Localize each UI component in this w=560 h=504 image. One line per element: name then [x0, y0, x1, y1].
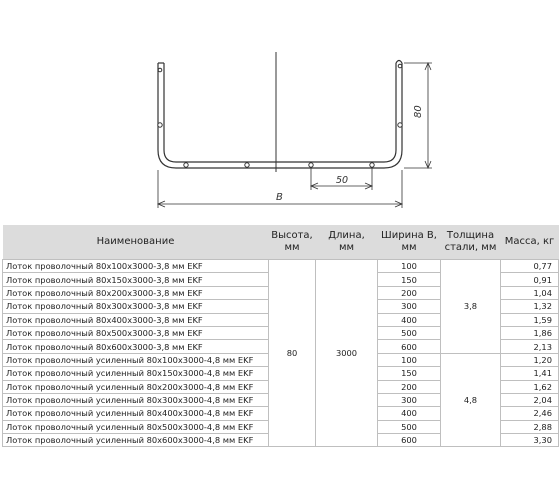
row-mass: 2,88	[501, 420, 559, 433]
row-name: Лоток проволочный усиленный 80x400x3000-4,8 мм EKF	[3, 407, 269, 420]
row-name: Лоток проволочный 80x150x3000-3,8 мм EKF	[3, 273, 269, 286]
row-mass: 1,41	[501, 367, 559, 380]
row-name: Лоток проволочный усиленный 80x500x3000-4,8 мм EKF	[3, 420, 269, 433]
row-mass: 0,91	[501, 273, 559, 286]
row-mass: 1,32	[501, 300, 559, 313]
row-name: Лоток проволочный 80x300x3000-3,8 мм EKF	[3, 300, 269, 313]
length-value: 3000	[316, 260, 378, 447]
table-row	[3, 260, 559, 273]
pitch-label: 50	[336, 175, 349, 186]
row-name: Лоток проволочный 80x400x3000-3,8 мм EKF	[3, 313, 269, 326]
header-name: Наименование	[3, 225, 269, 260]
row-width: 600	[378, 434, 441, 447]
header-height-line2: мм	[284, 242, 300, 253]
header-width-line1: Ширина B,	[381, 230, 437, 241]
row-width: 600	[378, 340, 441, 353]
row-width: 400	[378, 407, 441, 420]
row-width: 500	[378, 326, 441, 339]
row-name: Лоток проволочный 80x600x3000-3,8 мм EKF	[3, 340, 269, 353]
row-mass: 1,20	[501, 353, 559, 366]
header-height	[269, 225, 316, 260]
row-width: 300	[378, 393, 441, 406]
specification-table	[2, 225, 559, 447]
width-label: B	[276, 192, 283, 203]
cable-tray-cross-section-drawing	[0, 0, 560, 222]
row-mass: 2,04	[501, 393, 559, 406]
row-mass: 1,59	[501, 313, 559, 326]
header-length-line1: Длина,	[328, 230, 365, 241]
row-mass: 3,30	[501, 434, 559, 447]
row-name: Лоток проволочный усиленный 80x600x3000-4,8 мм EKF	[3, 434, 269, 447]
row-width: 200	[378, 380, 441, 393]
header-thickness-line1: Толщина	[446, 230, 495, 241]
header-height-line1: Высота,	[271, 230, 313, 241]
row-width: 500	[378, 420, 441, 433]
table-header-row	[3, 225, 559, 260]
row-width: 300	[378, 300, 441, 313]
row-name: Лоток проволочный усиленный 80x200x3000-4,8 мм EKF	[3, 380, 269, 393]
row-name: Лоток проволочный усиленный 80x300x3000-4,8 мм EKF	[3, 393, 269, 406]
thickness-value-reinforced: 4,8	[441, 353, 501, 447]
tray-profile	[158, 61, 402, 169]
row-name: Лоток проволочный 80x200x3000-3,8 мм EKF	[3, 286, 269, 299]
thickness-value-standard: 3,8	[441, 260, 501, 354]
row-width: 400	[378, 313, 441, 326]
header-thickness	[441, 225, 501, 260]
row-name: Лоток проволочный усиленный 80x100x3000-4,8 мм EKF	[3, 353, 269, 366]
row-name: Лоток проволочный 80x100x3000-3,8 мм EKF	[3, 260, 269, 273]
row-width: 100	[378, 260, 441, 273]
row-name: Лоток проволочный 80x500x3000-3,8 мм EKF	[3, 326, 269, 339]
row-mass: 1,86	[501, 326, 559, 339]
row-width: 150	[378, 367, 441, 380]
row-mass: 1,04	[501, 286, 559, 299]
row-width: 150	[378, 273, 441, 286]
height-label: 80	[413, 105, 424, 118]
row-mass: 0,77	[501, 260, 559, 273]
header-length	[316, 225, 378, 260]
header-width-line2: мм	[401, 242, 417, 253]
row-mass: 1,62	[501, 380, 559, 393]
row-width: 100	[378, 353, 441, 366]
header-thickness-line2: стали, мм	[444, 242, 497, 253]
row-width: 200	[378, 286, 441, 299]
header-length-line2: мм	[338, 242, 355, 253]
row-mass: 2,46	[501, 407, 559, 420]
height-value: 80	[269, 260, 316, 447]
row-mass: 2,13	[501, 340, 559, 353]
row-name: Лоток проволочный усиленный 80x150x3000-4,8 мм EKF	[3, 367, 269, 380]
longitudinal-wires	[158, 64, 402, 167]
header-width	[378, 225, 441, 260]
header-mass: Масса, кг	[501, 225, 559, 260]
